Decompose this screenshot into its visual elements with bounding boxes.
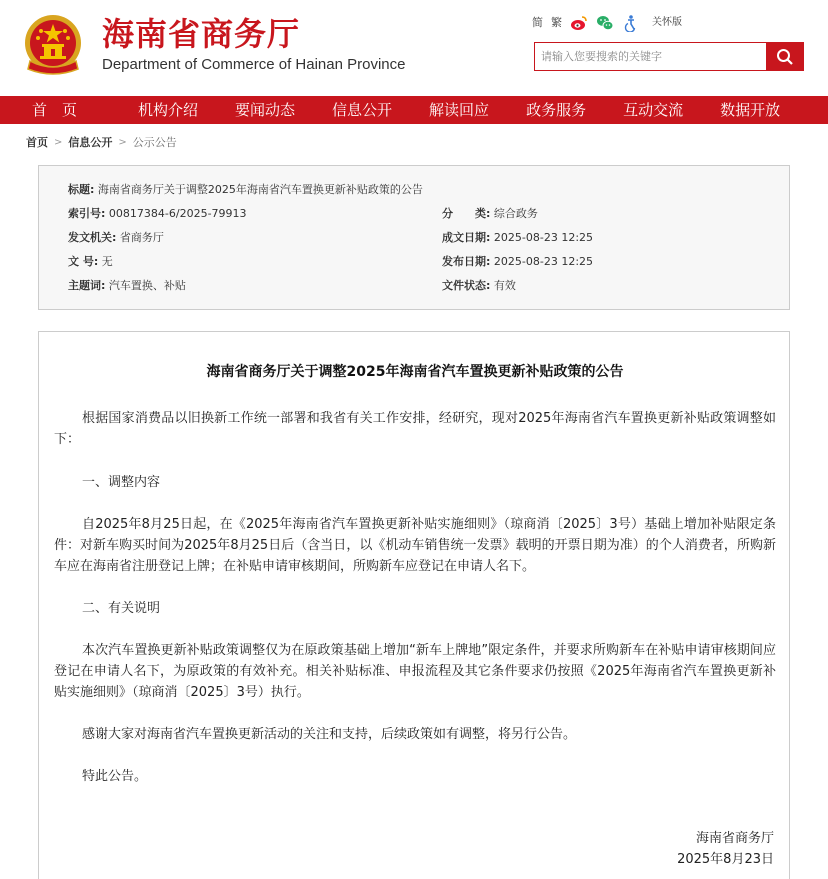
- breadcrumb-separator-icon: >: [118, 136, 127, 148]
- article-body: [38, 331, 790, 879]
- meta-category-row: [442, 206, 538, 222]
- site-title-cn[interactable]: 海南省商务厅: [102, 15, 301, 53]
- breadcrumb-separator-icon: >: [54, 136, 63, 148]
- meta-created-row: [442, 230, 593, 246]
- meta-category-label: 分 类:: [442, 207, 491, 220]
- section2-heading: 二、有关说明: [82, 601, 161, 616]
- meta-subject-value: 汽车置换、补贴: [108, 279, 186, 292]
- meta-status-label: 文件状态:: [442, 279, 491, 292]
- nav-item-news[interactable]: 要闻动态: [235, 101, 296, 119]
- meta-subject-row: [68, 278, 186, 294]
- nav-item-about[interactable]: 机构介绍: [138, 101, 199, 119]
- meta-issuer-label: 发文机关:: [68, 231, 117, 244]
- main-nav: [0, 96, 828, 124]
- meta-category-value: 综合政务: [493, 207, 538, 220]
- meta-issuer-value: 省商务厅: [119, 231, 164, 244]
- meta-published-row: [442, 254, 593, 270]
- weibo-icon[interactable]: [570, 14, 588, 32]
- section1-heading: 一、调整内容: [82, 475, 161, 490]
- meta-docno-row: [68, 254, 113, 270]
- section2-body: 本次汽车置换更新补贴政策调整仅为在原政策基础上增加“新车上牌地”限定条件，并要求所购新车在补贴申请审核期间应登记在申请人名下，为原政策的有效补充。相关补贴标准、申报流程及其它条件要求仍按照《2025年海南省汽车置换更新补贴实施细则》（琼商消〔2025〕3号）执行。: [54, 643, 776, 700]
- meta-status-row: [442, 278, 516, 294]
- meta-status-value: 有效: [493, 279, 516, 292]
- meta-docno-value: 无: [101, 255, 113, 268]
- meta-index-row: [68, 206, 247, 222]
- article-closing: 特此公告。: [82, 769, 148, 784]
- meta-title-value: 海南省商务厅关于调整2025年海南省汽车置换更新补贴政策的公告: [97, 183, 423, 196]
- meta-published-label: 发布日期:: [442, 255, 491, 268]
- article-date: 2025年8月23日: [677, 852, 774, 867]
- document-metadata: [38, 165, 790, 310]
- meta-index-label: 索引号:: [68, 207, 106, 220]
- site-title-en[interactable]: Department of Commerce of Hainan Province: [102, 56, 406, 73]
- nav-item-info-disclosure[interactable]: 信息公开: [332, 101, 393, 119]
- breadcrumb-home[interactable]: 首页: [26, 136, 48, 149]
- meta-docno-label: 文 号:: [68, 255, 99, 268]
- wechat-icon[interactable]: [596, 14, 614, 32]
- meta-title-row: [68, 182, 423, 198]
- traditional-chinese-link[interactable]: 繁: [551, 16, 562, 29]
- nav-item-services[interactable]: 政务服务: [526, 101, 587, 119]
- nav-item-open-data[interactable]: 数据开放: [720, 101, 781, 119]
- simplified-chinese-link[interactable]: 简: [532, 16, 543, 29]
- meta-subject-label: 主题词:: [68, 279, 106, 292]
- nav-item-interaction[interactable]: 互动交流: [623, 101, 684, 119]
- article-signature: 海南省商务厅: [695, 831, 774, 846]
- nav-item-interpretation[interactable]: 解读回应: [429, 101, 490, 119]
- breadcrumb-info-disclosure[interactable]: 信息公开: [68, 136, 113, 149]
- meta-published-value: 2025-08-23 12:25: [493, 255, 594, 268]
- search-input[interactable]: [534, 42, 766, 71]
- article-title: 海南省商务厅关于调整2025年海南省汽车置换更新补贴政策的公告: [206, 364, 624, 380]
- header-tools: [532, 12, 682, 34]
- breadcrumb-current[interactable]: 公示公告: [132, 136, 177, 149]
- search-button[interactable]: [766, 42, 804, 71]
- meta-created-value: 2025-08-23 12:25: [493, 231, 594, 244]
- nav-item-home[interactable]: 首 页: [32, 101, 78, 119]
- article-intro: 根据国家消费品以旧换新工作统一部署和我省有关工作安排，经研究，现对2025年海南省汽车置换更新补贴政策调整如下：: [54, 411, 776, 447]
- breadcrumb: [26, 134, 177, 150]
- site-header: [0, 0, 828, 96]
- care-mode-link[interactable]: 关怀版: [652, 17, 682, 28]
- section1-body: 自2025年8月25日起，在《2025年海南省汽车置换更新补贴实施细则》（琼商消〔2025〕3号）基础上增加补贴限定条件：对新车购买时间为2025年8月25日后（含当日，以《机动车销售统一发票》载明的开票日期为准）的个人消费者，所购新车应在海南省注册登记上牌；在补贴申请审核期间，所购新车应登记在申请人名下。: [54, 517, 776, 574]
- meta-index-value: 00817384-6/2025-79913: [108, 207, 247, 220]
- meta-title-label: 标题:: [68, 183, 95, 196]
- search-icon: [776, 48, 794, 66]
- meta-created-label: 成文日期:: [442, 231, 491, 244]
- meta-issuer-row: [68, 230, 164, 246]
- national-emblem-icon: [22, 13, 84, 79]
- accessibility-icon[interactable]: [622, 14, 640, 32]
- article-thanks: 感谢大家对海南省汽车置换更新活动的关注和支持，后续政策如有调整，将另行公告。: [82, 727, 577, 742]
